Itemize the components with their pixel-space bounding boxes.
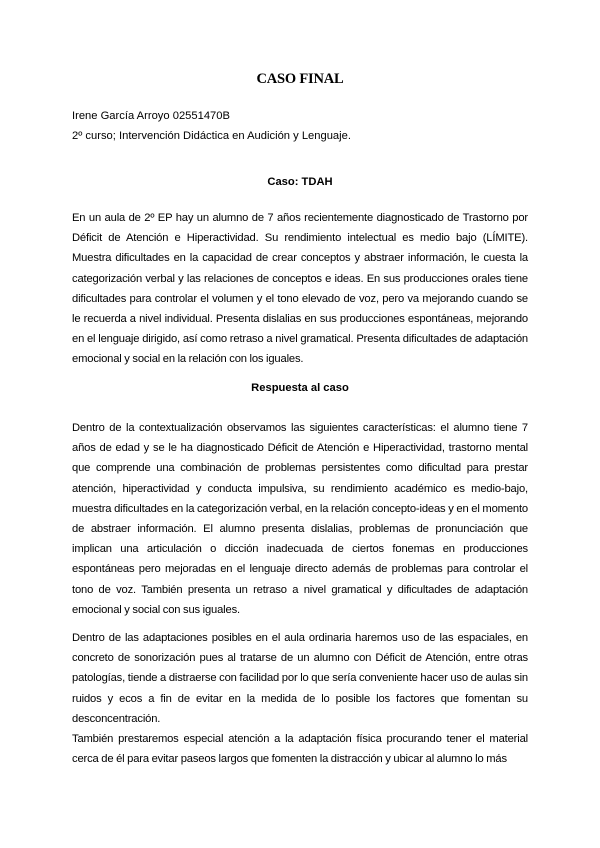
case-paragraph: En un aula de 2º EP hay un alumno de 7 años recientemente diagnosticado de Trastorno por Déficit de Atención e Hiperactividad. Su rendimiento intelectual es medio bajo (LÍMITE). Muestra dificultades en la capacidad de crear conceptos y abstraer información, le cuesta la categorización verbal y las relaciones de conceptos e ideas. En sus producciones orales tiene dificultades para controlar el volumen y el tono elevado de voz, pero va mejorando cuando se le recuerda a nivel individual. Presenta dislalias en sus producciones espontáneas, mejorando en el lenguaje dirigido, así como retraso a nivel gramatical. Presenta dificultades de adaptación emocional y social en la relación con los iguales. bbox=[72, 212, 528, 366]
author-line: Irene García Arroyo 02551470B bbox=[72, 110, 230, 122]
case-heading: Caso: TDAH bbox=[267, 176, 333, 188]
answer-paragraph-2: Dentro de las adaptaciones posibles en el aula ordinaria haremos uso de las espaciales, en concreto de sonorización pues al tratarse de un alumno con Déficit de Atención, entre otras patologías, tiende a distraerse con facilidad por lo que sería conveniente hacer uso de aulas sin ruidos y ecos a fin de evitar en la medida de lo posible los factores que fomentan su desconcentración. bbox=[72, 632, 528, 725]
course-line: 2º curso; Intervención Didáctica en Audición y Lenguaje. bbox=[72, 130, 351, 142]
answer-heading: Respuesta al caso bbox=[251, 382, 349, 394]
answer-paragraph-3: También prestaremos especial atención a la adaptación física procurando tener el material cerca de él para evitar paseos largos que fomenten la distracción y ubicar al alumno lo más bbox=[72, 733, 528, 766]
answer-paragraph-1: Dentro de la contextualización observamos las siguientes características: el alumno tiene 7 años de edad y se le ha diagnosticado Déficit de Atención e Hiperactividad, trastorno mental que comprende una combinación de problemas persistentes como dificultad para prestar atención, hiperactividad y conducta impulsiva, su rendimiento académico es medio-bajo, muestra dificultades en la categorización verbal, en la relación concepto-ideas y en el momento de abstraer información. El alumno presenta dislalias, problemas de pronunciación que implican una articulación o dicción inadecuada de ciertos fonemas en producciones espontáneas pero mejoradas en el lenguaje directo además de problemas para controlar el tono de voz. También presenta un retraso a nivel gramatical y dificultades de adaptación emocional y social con sus iguales. bbox=[72, 422, 528, 616]
document-title: CASO FINAL bbox=[256, 71, 344, 87]
